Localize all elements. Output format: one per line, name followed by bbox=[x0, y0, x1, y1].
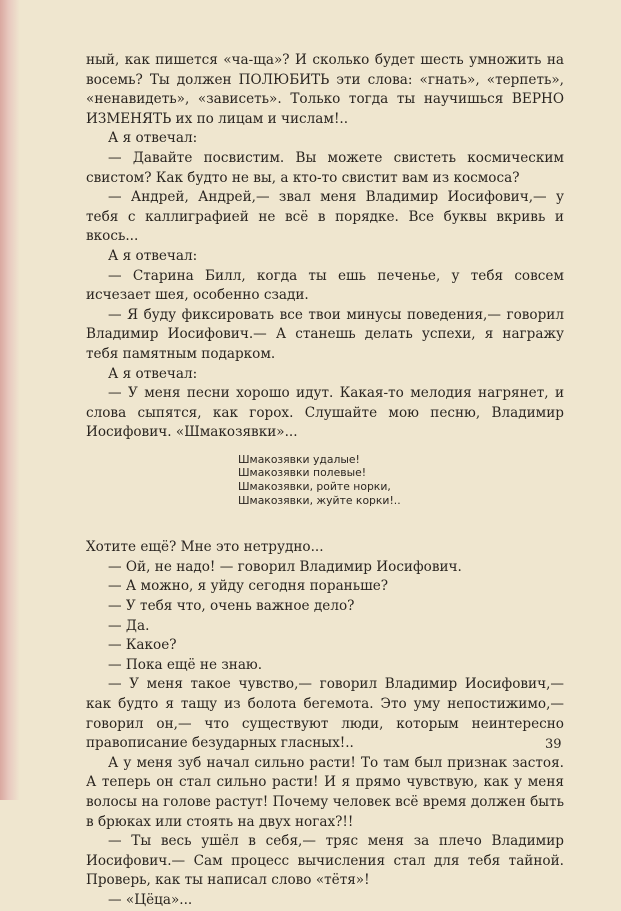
paragraph: — У меня такое чувство,— говорил Владимир Иосифович,— как будто я тащу из болота бегемота. Это уму непостижимо,— говорил он,— что существуют люди, которым неинтересно правописание безударных гласных!.. bbox=[86, 676, 564, 752]
paragraph: — Пока ещё не знаю. bbox=[108, 656, 263, 673]
paragraph: ный, как пишется «ча-ща»? И сколько будет шесть умножить на восемь? Ты должен ПОЛЮБИТЬ эти слова: «гнать», «терпеть», «ненавидеть», «зависеть». Только тогда ты научишься ВЕРНО ИЗМЕНЯТЬ их по лицам и числам!.. bbox=[86, 52, 564, 127]
paragraph: — Я буду фиксировать все твои минусы поведения,— говорил Владимир Иосифович.— А станешь делать успехи, я награжу тебя памятным подарком. bbox=[86, 306, 564, 362]
paragraph: — Какое? bbox=[108, 637, 177, 654]
page-number: 39 bbox=[545, 737, 562, 752]
paragraph: — «Цёца»... bbox=[108, 891, 193, 908]
paragraph: — Да. bbox=[108, 617, 150, 634]
paragraph: — Давайте посвистим. Вы можете свистеть космическим свистом? Как будто не вы, а кто-то свистит вам из космоса? bbox=[86, 149, 564, 186]
verse-line: Шмакозявки удалые! bbox=[238, 452, 360, 466]
paragraph: А у меня зуб начал сильно расти! То там был признак застоя. А теперь он стал сильно расти! И я прямо чувствую, как у меня волосы на голове растут! Почему человек всё время должен быть в брюках или стоять на двух ногах?!! bbox=[86, 754, 564, 830]
verse-line: Шмакозявки полевые! bbox=[238, 466, 367, 480]
paragraph: А я отвечал: bbox=[108, 247, 198, 264]
paragraph: — У меня песни хорошо идут. Какая-то мелодия нагрянет, и слова сыпятся, как горох. Слушайте мою песню, Владимир Иосифович. «Шмакозявки»... bbox=[86, 385, 564, 441]
paragraph: — Старина Билл, когда ты ешь печенье, у тебя совсем исчезает шея, особенно сзади. bbox=[86, 267, 564, 304]
song-verse bbox=[238, 453, 564, 507]
paragraph: — Андрей, Андрей,— звал меня Владимир Иосифович,— у тебя с каллиграфией не всё в порядке. Все буквы вкривь и вкось... bbox=[86, 189, 564, 245]
paragraph: Хотите ещё? Мне это нетрудно... bbox=[86, 539, 324, 556]
verse-line: Шмакозявки, жуйте корки!.. bbox=[238, 493, 401, 507]
paragraph: — У тебя что, очень важное дело? bbox=[108, 598, 355, 615]
paragraph: — А можно, я уйду сегодня пораньше? bbox=[108, 578, 389, 595]
book-spine-shadow bbox=[0, 0, 20, 800]
paragraph: А я отвечал: bbox=[108, 365, 198, 382]
verse-line: Шмакозявки, ройте норки, bbox=[238, 480, 391, 494]
paragraph: А я отвечал: bbox=[108, 130, 198, 147]
page-text bbox=[86, 51, 564, 911]
paragraph: — Ты весь ушёл в себя,— тряс меня за плечо Владимир Иосифович.— Сам процесс вычисления стал для тебя тайной. Проверь, как ты написал слово «тётя»! bbox=[86, 833, 564, 889]
paragraph: — Ой, не надо! — говорил Владимир Иосифович. bbox=[108, 558, 462, 575]
